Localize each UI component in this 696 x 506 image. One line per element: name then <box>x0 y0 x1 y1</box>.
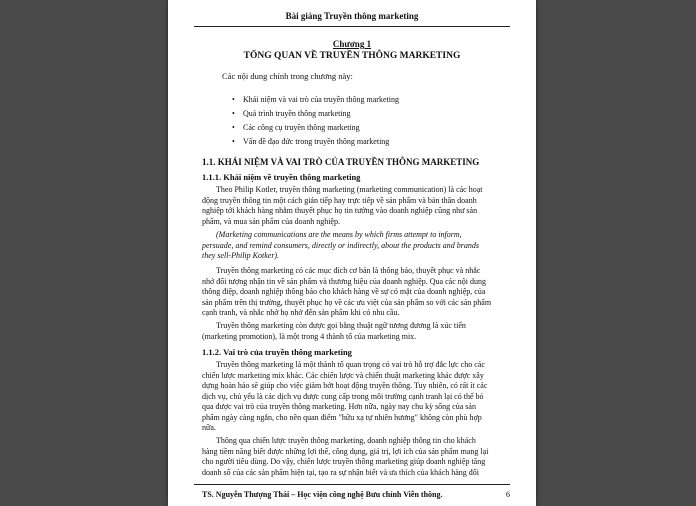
document-page <box>168 0 536 506</box>
paragraph-line: phẩm, và mua sản phẩm của doanh nghiệp. <box>202 216 340 226</box>
subsection-heading: 1.1.1. Khái niệm về truyền thông marketing <box>202 172 361 182</box>
paragraph-line: Theo Philip Kotler, truyền thông marketing (marketing communication) là các hoạt <box>216 185 483 194</box>
bullet-item: • Vấn đề đạo đức trong truyền thông marketing <box>243 137 389 146</box>
paragraph-line: động truyền thông tin một cách gián tiếp hay trực tiếp về sản phẩm và bản thân doanh <box>202 195 477 205</box>
page-number: 6 <box>506 490 510 499</box>
footer-author: TS. Nguyễn Thượng Thái – Học viện công nghệ Bưu chính Viễn thông. <box>202 490 443 499</box>
subsection-heading: 1.1.2. Vai trò của truyền thông marketing <box>202 347 352 357</box>
paragraph <box>202 266 502 319</box>
paragraph-line: they sell-Philip Kotker). <box>202 251 280 260</box>
paragraph-line: Thông qua chiến lược truyền thông marketing, doanh nghiệp thông tin cho khách <box>216 436 476 445</box>
paragraph-line: doanh số của các sản phẩm hiện tại, tạo ra sự nhận biết và ưa thích của khách hàng đối <box>202 467 480 477</box>
paragraph-line: phẩm ngày càng ngắn, cho nên quan điểm "hữu xạ tự nhiên hương" không còn phù hợp <box>202 412 482 422</box>
running-header: Bài giảng Truyền thông marketing <box>285 11 419 21</box>
quote-paragraph <box>202 230 502 262</box>
paragraph-line: Truyền thông marketing là một thành tố quan trọng có vai trò hỗ trợ đắc lực cho các <box>216 360 485 369</box>
paragraph-line: dựng hoàn hảo sẽ giúp cho việc giảm bớt hoạt động truyền thông. Tuy nhiên, có rất ít các <box>202 381 488 390</box>
header-rule <box>194 26 510 27</box>
chapter-label: Chương 1 <box>332 39 372 49</box>
paragraph <box>202 185 502 227</box>
paragraph-line: hàng tiềm năng biết được những lợi thế, công dụng, giá trị, lợi ích của sản phẩm mang lại <box>202 446 489 456</box>
paragraph-line: sản phẩm trên thị trường, thuyết phục họ về các ưu việt của sản phẩm so với các sản phẩm <box>202 297 492 307</box>
paragraph-line: Truyền thông marketing còn được gọi bằng thuật ngữ tương đương là xúc tiến <box>216 321 466 330</box>
paragraph-line: Truyền thông marketing có các mục đích cơ bản là thông báo, thuyết phục và nhắc <box>216 266 481 275</box>
paragraph-line: cho người tiêu dùng. Do vậy, chiến lược truyền thông marketing giúp doanh nghiệp tăng <box>202 457 486 466</box>
paragraph-line: nhở đối tượng nhận tin về sản phẩm và thương hiệu của doanh nghiệp. Qua các nội dung <box>202 276 486 286</box>
paragraph-line: persuade, and remind consumers, directly or indirectly, about the products and brands <box>202 240 480 250</box>
paragraph-line: nghiệp tới khách hàng nhằm thuyết phục họ tin tưởng vào doanh nghiệp cũng như sản <box>202 206 478 215</box>
bullet-item: • Khái niệm và vai trò của truyền thông marketing <box>243 95 399 104</box>
paragraph <box>202 321 502 342</box>
section-heading: 1.1. KHÁI NIỆM VÀ VAI TRÒ CỦA TRUYỀN THÔNG MARKETING <box>202 157 480 167</box>
paragraph-line: chiến lược marketing mix khác. Các chiến lược và chiến thuật marketing khác được xây <box>202 370 484 380</box>
paragraph-line: (marketing promotion), là một trong 4 thành tố của marketing mix. <box>202 331 417 341</box>
chapter-title: TỔNG QUAN VỀ TRUYỀN THÔNG MARKETING <box>243 51 461 61</box>
paragraph-line: qua được vai trò của truyền thông marketing. Hơn nữa, ngày nay chu kỳ sống của sản <box>202 402 476 411</box>
bullet-item: • Quá trình truyền thông marketing <box>243 109 351 118</box>
paragraph-line: thông điệp, doanh nghiệp thông báo cho khách hàng về sự có mặt của doanh nghiệp, của <box>202 287 486 296</box>
paragraph-line: (Marketing communications are the means by which firms attempt to inform, <box>216 230 462 239</box>
paragraph-line: cạnh tranh, và nhắc nhở họ nhớ đến sản phẩm khi có nhu cầu. <box>202 308 400 317</box>
paragraph <box>202 360 502 434</box>
bullet-item: • Các công cụ truyền thông marketing <box>243 123 360 132</box>
paragraph-line: dịch vụ, chủ yếu là các dịch vụ được cung cấp trong môi trường cạnh tranh lại có thể bỏ <box>202 391 484 401</box>
intro-text: Các nội dung chính trong chương này: <box>222 71 353 81</box>
paragraph <box>202 436 502 478</box>
paragraph-line: nữa. <box>202 423 216 432</box>
footer-rule <box>194 484 510 485</box>
